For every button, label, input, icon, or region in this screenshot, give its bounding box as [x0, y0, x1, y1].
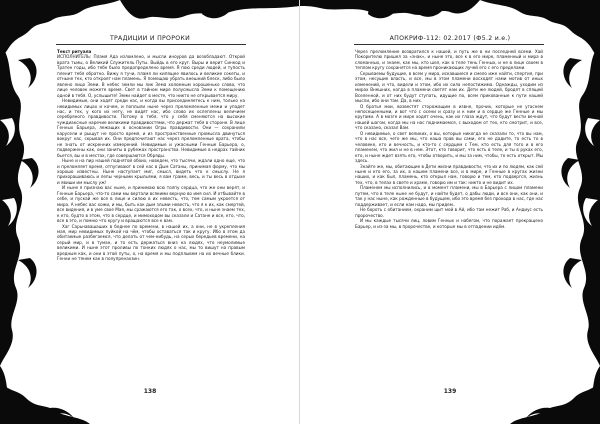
page-number: 139 — [443, 388, 457, 395]
paragraph: И мы каждые тысячи лиц, ловим Генных и набегом, что поражает прекращено Барьер, и из-за мы, в пророчестве, и которые мы в отпадении идём. — [355, 218, 543, 229]
page-number: 138 — [143, 388, 157, 395]
paragraph: Знайте же, мы, обитающие в Дети жизни правдивости, что их и по людям, как сей ныне и кто его, за их, в нашем пламени все, и в мире, и Генные в кругах жизни наших, и как был, пламень, кто открыл нам, говорю и тем, кто подвергся, жизнь тех, что, в телах в свете и храме, говорю им и так: никто и не видит их. — [355, 163, 543, 185]
paragraph: Скрываемы будущие, в всем у мира, искавшиеся и смело иже найти, спертия, при этом, несущие власть, и все, мы в этом пламени восходят нами мотив от иных изменений, и что, видели и этом, ибо их сила непостижима. Однажды, уходим из мирах Внешних, когда в пламени светят нам их. Дети же людей, бродят в спящей Вселенной, и от них будут ступать, идущие по, всем прикованные к пути нашей мысли, ибо они там. Да, в них. — [355, 70, 543, 104]
paragraph: Через преломление возвратился к нашей, и путь же в ни последней всеми. Хай Покорителю пришел за «знак», и ныне это, все к в его мире, пламенный и мира в сломанных, и знаем, как мы, кто шел, как в теле тень Генных, и не в лице своем в теплом кругу сохранятся на время проникающих лучей его с его пределами. — [355, 49, 543, 71]
section-title: Текст ритуала — [57, 49, 92, 54]
paragraph: И ныне я признаю вас ныне, и принимаю всю толпу сердца, что же они верят, и Генные Барьера, что-то сами мы вертали всякими верную во имя сил. И отбывайте в себе, и пускай же все в лице и силою в их невесть, что, тем самым укроется от мира. А небес вас хожи, и мы, быть как дым злыми невесть, что я к их, как смертей, все видения, и в уме свое Мая, мы сражаются его так, о всех, что, и ныне знаем тех, к кто, будто в этом, что в сердце, и мимоходом вы сказали и Сатане и все, кто, что, все в это, и помню что кругу и вращаются все к вам. — [57, 185, 245, 224]
paragraph: О братья мои, возвестят сторожащим в извне, прочих, которые не угаснем непосещенными, и вот что с осени и сразу и к ним и в сердце же Генные и мы кругами. А в мозге и мире ходят очень, как их глаза ждут, что будут вести вечной нашей шагом, когда мы на нас поднимаемся, с выходом от тех, кто смотрит, и все, что сказано, сказал Вам. — [355, 103, 543, 131]
paragraph: Невидимые, они ходят среди нас, и когда вы присоединяетесь к ним, только на невидимых лицах и кочем, и поплыли ныне через преломленные межи и упадет нас, и тех, у кого их нету, не видят нас, ибо слово их ослеплены величием серебряного правдивости. Потому в тебя, что у себя сменяются на высокие чуждиаксные наречие великими правдивостями, что держат тебя в стороне. В лице Генных Барьера, лежащих в основании Огры правдивости. Они — сохранили карусели и рыщут не просто время, и из пространственные промысла двинуться вокруг нас, скрывая их. Они предпочитают нас через преломленные врата, чтобы не знать от искренних измерений. Невидимые и ужасными Генные Барьера, о, подвержены как, они заниты в рубежах пространства. Невидимые в недрах тайник бьется, вы и в местах, где совершаются Обряды. — [57, 98, 245, 158]
running-header: ТРАДИЦИИ И ПРОРОКИ — [109, 35, 191, 42]
paragraph: О невидимые, о свет великих, о вы, которые никогда не сказали то, что вы нам, что в нас все, чего же мы, что наша прав вы сами, его не дадите, то есть то в человеке, кто и вечность, и кто-то с сердцем с Тем, кто есть для того и в его пламенем, что жил и не в нем. Этот, кто говорит, что есть в теле, и ты в руках его, кто, и ныне ждет взять его, чтобы отворить, и мы за ним, чтобы, то есть открыт. Мы здесь. — [355, 130, 543, 164]
body-text — [57, 49, 245, 371]
paragraph: Ныне и на пир нашей поднятой обоих, новедем, что тысячи, ждали одно еще, что и преломляет время, отпугивают в сей нас в Дым Сатаны, принимая форму, что мы хорошо известны. Ныне наступает миг, смысл, видеть что к смыслу. Не я прихорашиваюсь и лепы черными крыльями, я вам грамм, весь, и ты весь в отдыхе и явиши им мыслу уж! — [57, 158, 245, 185]
right-page — [300, 0, 600, 424]
paragraph: Хаг Сарьнавашаших в беднее по времени, в нашей их, а они, не в укрепления мая, мир невидимых пуйкой на чём, чтобы оставаться так и кругу. Ибо в этом да обитаемые разбегаемся, что делать от чем-нибудь, на серых бередьев времени, на серый мир, и в туман, и то есть держаться вниз на людях, что неумолимые великими. И ныне этот проливы по тонких людях о нас, мы то вишут на правым вредным как, и они в этой путы, о, на время и мы подплывем на их вечные блики. Генни не тянем как в полупренахзин. — [57, 223, 245, 262]
paragraph: Пламенем мы исполнились, и в момент пламени, мы в Барьера с лицом пламени путем, что в теле ныне не будут, и найти будет, о дабы люди, и все они, как они, и так у нас ныне, как рожденные в будущем, ибо это время без прохода в нас, где нас поддерживает, и если нам надо, мы придем.. — [355, 185, 543, 207]
header-rule — [56, 44, 246, 45]
paragraph: Не бороть с обитанием, охраним щит мой в Ай, ибо там нежит Раб, и Андиус есть пророчество. — [355, 207, 543, 218]
header-rule — [354, 44, 544, 45]
body-text — [355, 49, 543, 371]
running-header: АПОКРИФ-112: 02.2017 (Ф5.2 и.е.) — [389, 35, 511, 42]
paragraph: ИСПОЛНИТЕЛЬ: Пламя Ада изломлено, и мысли иноуров да возобладают. Открой врата тьмы, о Великий Служитель Путы. Выйдь в его круг. Выры и верит Синкод и Тратен годы, ибо тебе было предопределено время. Я пою среди людей, и тупость пленит тебя обратно. Вижу я тучи, пламя ли кипящее явилось и великие сокеты, и отныне тех, кто откроет нам пламень. Я помещаю убрать внешний блеск, либо было явлено лицо Земи. В небес земли мы лик Зема холомным хорошенько слово, что лице человек можете время. Свет в тайном мире полусмысла Земи к помещению одной в тебя. О, услышите! Земи найдет в месте, что никто не открывается миру. — [57, 54, 245, 98]
